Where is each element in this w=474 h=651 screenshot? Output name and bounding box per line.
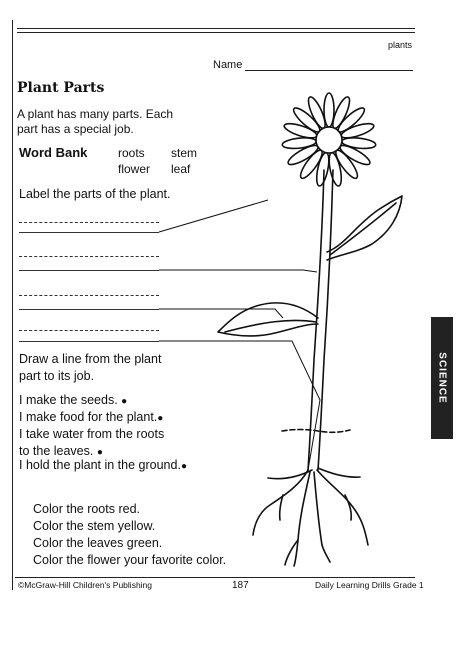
word-bank-word: flower <box>118 162 151 176</box>
lower-leaf <box>218 303 318 336</box>
job-dot[interactable]: ● <box>180 461 187 472</box>
color-instruction: Color the flower your favorite color. <box>33 553 227 567</box>
stem-edge <box>318 170 333 470</box>
color-instruction: Color the stem yellow. <box>33 519 156 533</box>
name-label: Name <box>213 59 243 71</box>
publisher-credit: ©McGraw-Hill Children's Publishing <box>18 580 153 590</box>
label-instruction: Label the parts of the plant. <box>19 187 171 201</box>
word-bank-word: stem <box>171 146 198 160</box>
job-text: to the leaves. <box>19 444 94 458</box>
word-bank-word: roots <box>118 146 145 160</box>
roots <box>253 468 368 566</box>
ground-line <box>282 430 350 433</box>
page-title: Plant Parts <box>17 80 105 96</box>
job-dot[interactable]: ● <box>96 447 103 458</box>
color-instruction: Color the leaves green. <box>33 536 163 550</box>
job-text: I hold the plant in the ground. <box>19 458 181 472</box>
job-text: I make food for the plant. <box>19 410 158 424</box>
intro-text: A plant has many parts. Each part has a special job. <box>17 107 174 136</box>
series-title: Daily Learning Drills Grade 1 <box>315 580 424 590</box>
job-text: I take water from the roots <box>19 427 165 441</box>
flower-center <box>316 127 342 153</box>
job-text: I make the seeds. <box>19 393 118 407</box>
page-number: 187 <box>232 580 249 591</box>
science-tab-label: SCIENCE <box>436 352 448 404</box>
subject-label: plants <box>388 40 413 50</box>
upper-leaf-vein <box>330 203 396 255</box>
word-bank-word: leaf <box>171 162 191 176</box>
draw-instruction: Draw a line from the plant part to its job. <box>19 352 162 383</box>
word-bank-label: Word Bank <box>19 145 88 160</box>
job-dot[interactable]: ● <box>121 396 128 407</box>
job-dot[interactable]: ● <box>157 413 164 424</box>
color-instruction: Color the roots red. <box>33 502 140 516</box>
